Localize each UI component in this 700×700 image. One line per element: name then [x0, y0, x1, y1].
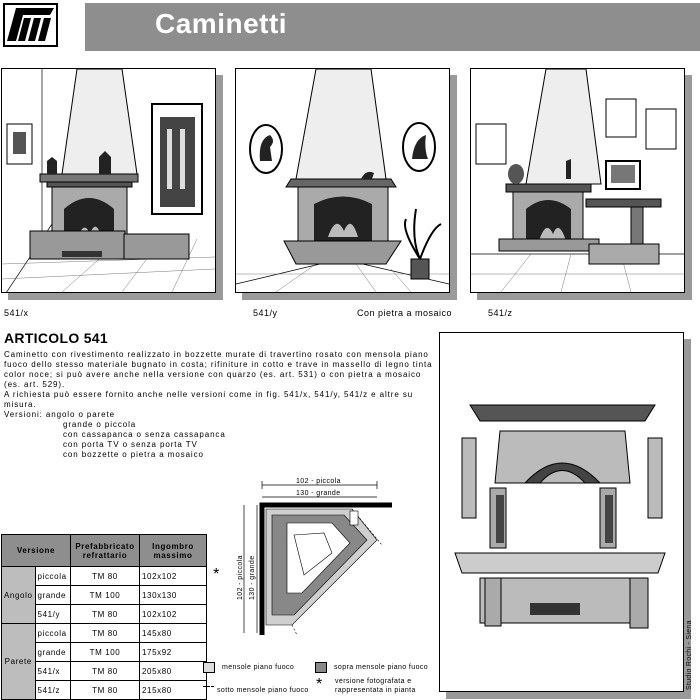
version-item: con porta TV o senza porta TV — [63, 440, 198, 449]
legend-dashed-label: sotto mensole piano fuoco — [217, 687, 309, 694]
exploded-view-panel — [439, 332, 684, 692]
table-row — [2, 567, 207, 586]
cell-size — [140, 566, 220, 586]
legend-dark-label: sopra mensole piano fuoco — [334, 664, 429, 671]
cell-variant: 541/y — [35, 605, 70, 624]
legend-star: * — [316, 676, 323, 693]
photo-caption: 541/z — [488, 308, 513, 318]
photo-541y — [235, 68, 450, 293]
cell-size: 215x80 — [140, 681, 207, 700]
page-title: Caminetti — [155, 8, 288, 39]
cell-prefab: TM 100 — [71, 643, 140, 662]
availability-text: A richiesta può essere fornito anche nelle versioni come in fig. 541/x, 541/y, 541/z e altre su misura. — [4, 390, 414, 409]
size-value: 102x102 — [142, 571, 177, 581]
fireplace-exploded-icon — [440, 333, 683, 691]
cell-prefab: TM 80 — [71, 605, 140, 624]
cell-size: 205x80 — [140, 662, 207, 681]
legend-swatch-dark — [315, 662, 327, 673]
legend-dashed-line — [203, 686, 214, 692]
description-paragraph: Caminetto con rivestimento realizzato in bozzette murate di travertino rosato con mensola piano fuoco dello stesso materiale bugnato in costa; rifiniture in cotto e trave in massello di legno tinta color noce; si può avere anche nella versione con quarzo (es. art. 531) o con pietra a mosaico (es. art. 529). — [4, 350, 433, 389]
dim-label-v-small: 102 - piccola — [237, 555, 244, 600]
cell-size: 130x130 — [140, 586, 207, 605]
cell-variant: piccola — [35, 624, 70, 643]
legend-star-text: rappresentata in pianta — [335, 687, 416, 694]
cell-size: 145x80 — [140, 624, 207, 643]
group-label: Parete — [2, 624, 36, 700]
cell-variant: grande — [35, 643, 70, 662]
cell-prefab: TM 80 — [71, 624, 140, 643]
fireplace-with-bench-icon — [2, 69, 215, 292]
version-item: con cassapanca o senza cassapanca — [63, 430, 226, 439]
group-label: Angolo — [2, 567, 36, 624]
cell-prefab: TM 80 — [71, 662, 140, 681]
photo-caption: 541/y — [253, 308, 278, 318]
cell-prefab: TM 100 — [71, 586, 140, 605]
version-item: grande o piccola — [63, 420, 137, 429]
cell-variant: piccola — [35, 567, 70, 586]
fireplace-with-tv-stand-icon — [471, 69, 684, 292]
studio-credit: Studio Rochi - Siena — [686, 620, 693, 690]
brand-logo-icon — [3, 3, 58, 47]
legend-swatch-light — [203, 662, 215, 673]
legend-light-label: mensole piano fuoco — [222, 664, 295, 671]
corner-fireplace-icon — [236, 69, 449, 292]
cell-size: 102x102 — [140, 605, 207, 624]
photo-541z — [470, 68, 685, 293]
version-item: con bozzette o pietra a mosaico — [63, 450, 204, 459]
cell-variant: 541/z — [35, 681, 70, 700]
dim-label-small: 102 - piccola — [296, 478, 341, 485]
photo-note: Con pietra a mosaico — [357, 308, 453, 318]
floor-plan — [232, 475, 407, 640]
photo-caption: 541/x — [4, 308, 29, 318]
article-description — [4, 350, 434, 460]
cell-size: 175x92 — [140, 643, 207, 662]
spec-table — [1, 534, 220, 700]
cell-variant: 541/x — [35, 662, 70, 681]
dim-label-v-large: 130 - grande — [249, 555, 256, 600]
legend-star-text: versione fotografata e — [335, 678, 412, 685]
table-row — [2, 624, 207, 643]
cell-prefab: TM 80 — [71, 681, 140, 700]
photo-541x — [1, 68, 216, 293]
cell-variant: grande — [35, 586, 70, 605]
cell-prefab: TM 80 — [71, 567, 140, 586]
table-header-row — [2, 535, 207, 567]
versions-intro: Versioni: angolo o parete — [4, 410, 116, 419]
col-header-size: Ingombro massimo — [140, 535, 207, 567]
article-title: ARTICOLO 541 — [4, 330, 108, 346]
star-mark: * — [213, 566, 220, 583]
col-header-version: Versione — [2, 535, 71, 567]
col-header-prefab: Prefabbricato refrattario — [71, 535, 140, 567]
dim-label-large: 130 - grande — [296, 490, 341, 497]
